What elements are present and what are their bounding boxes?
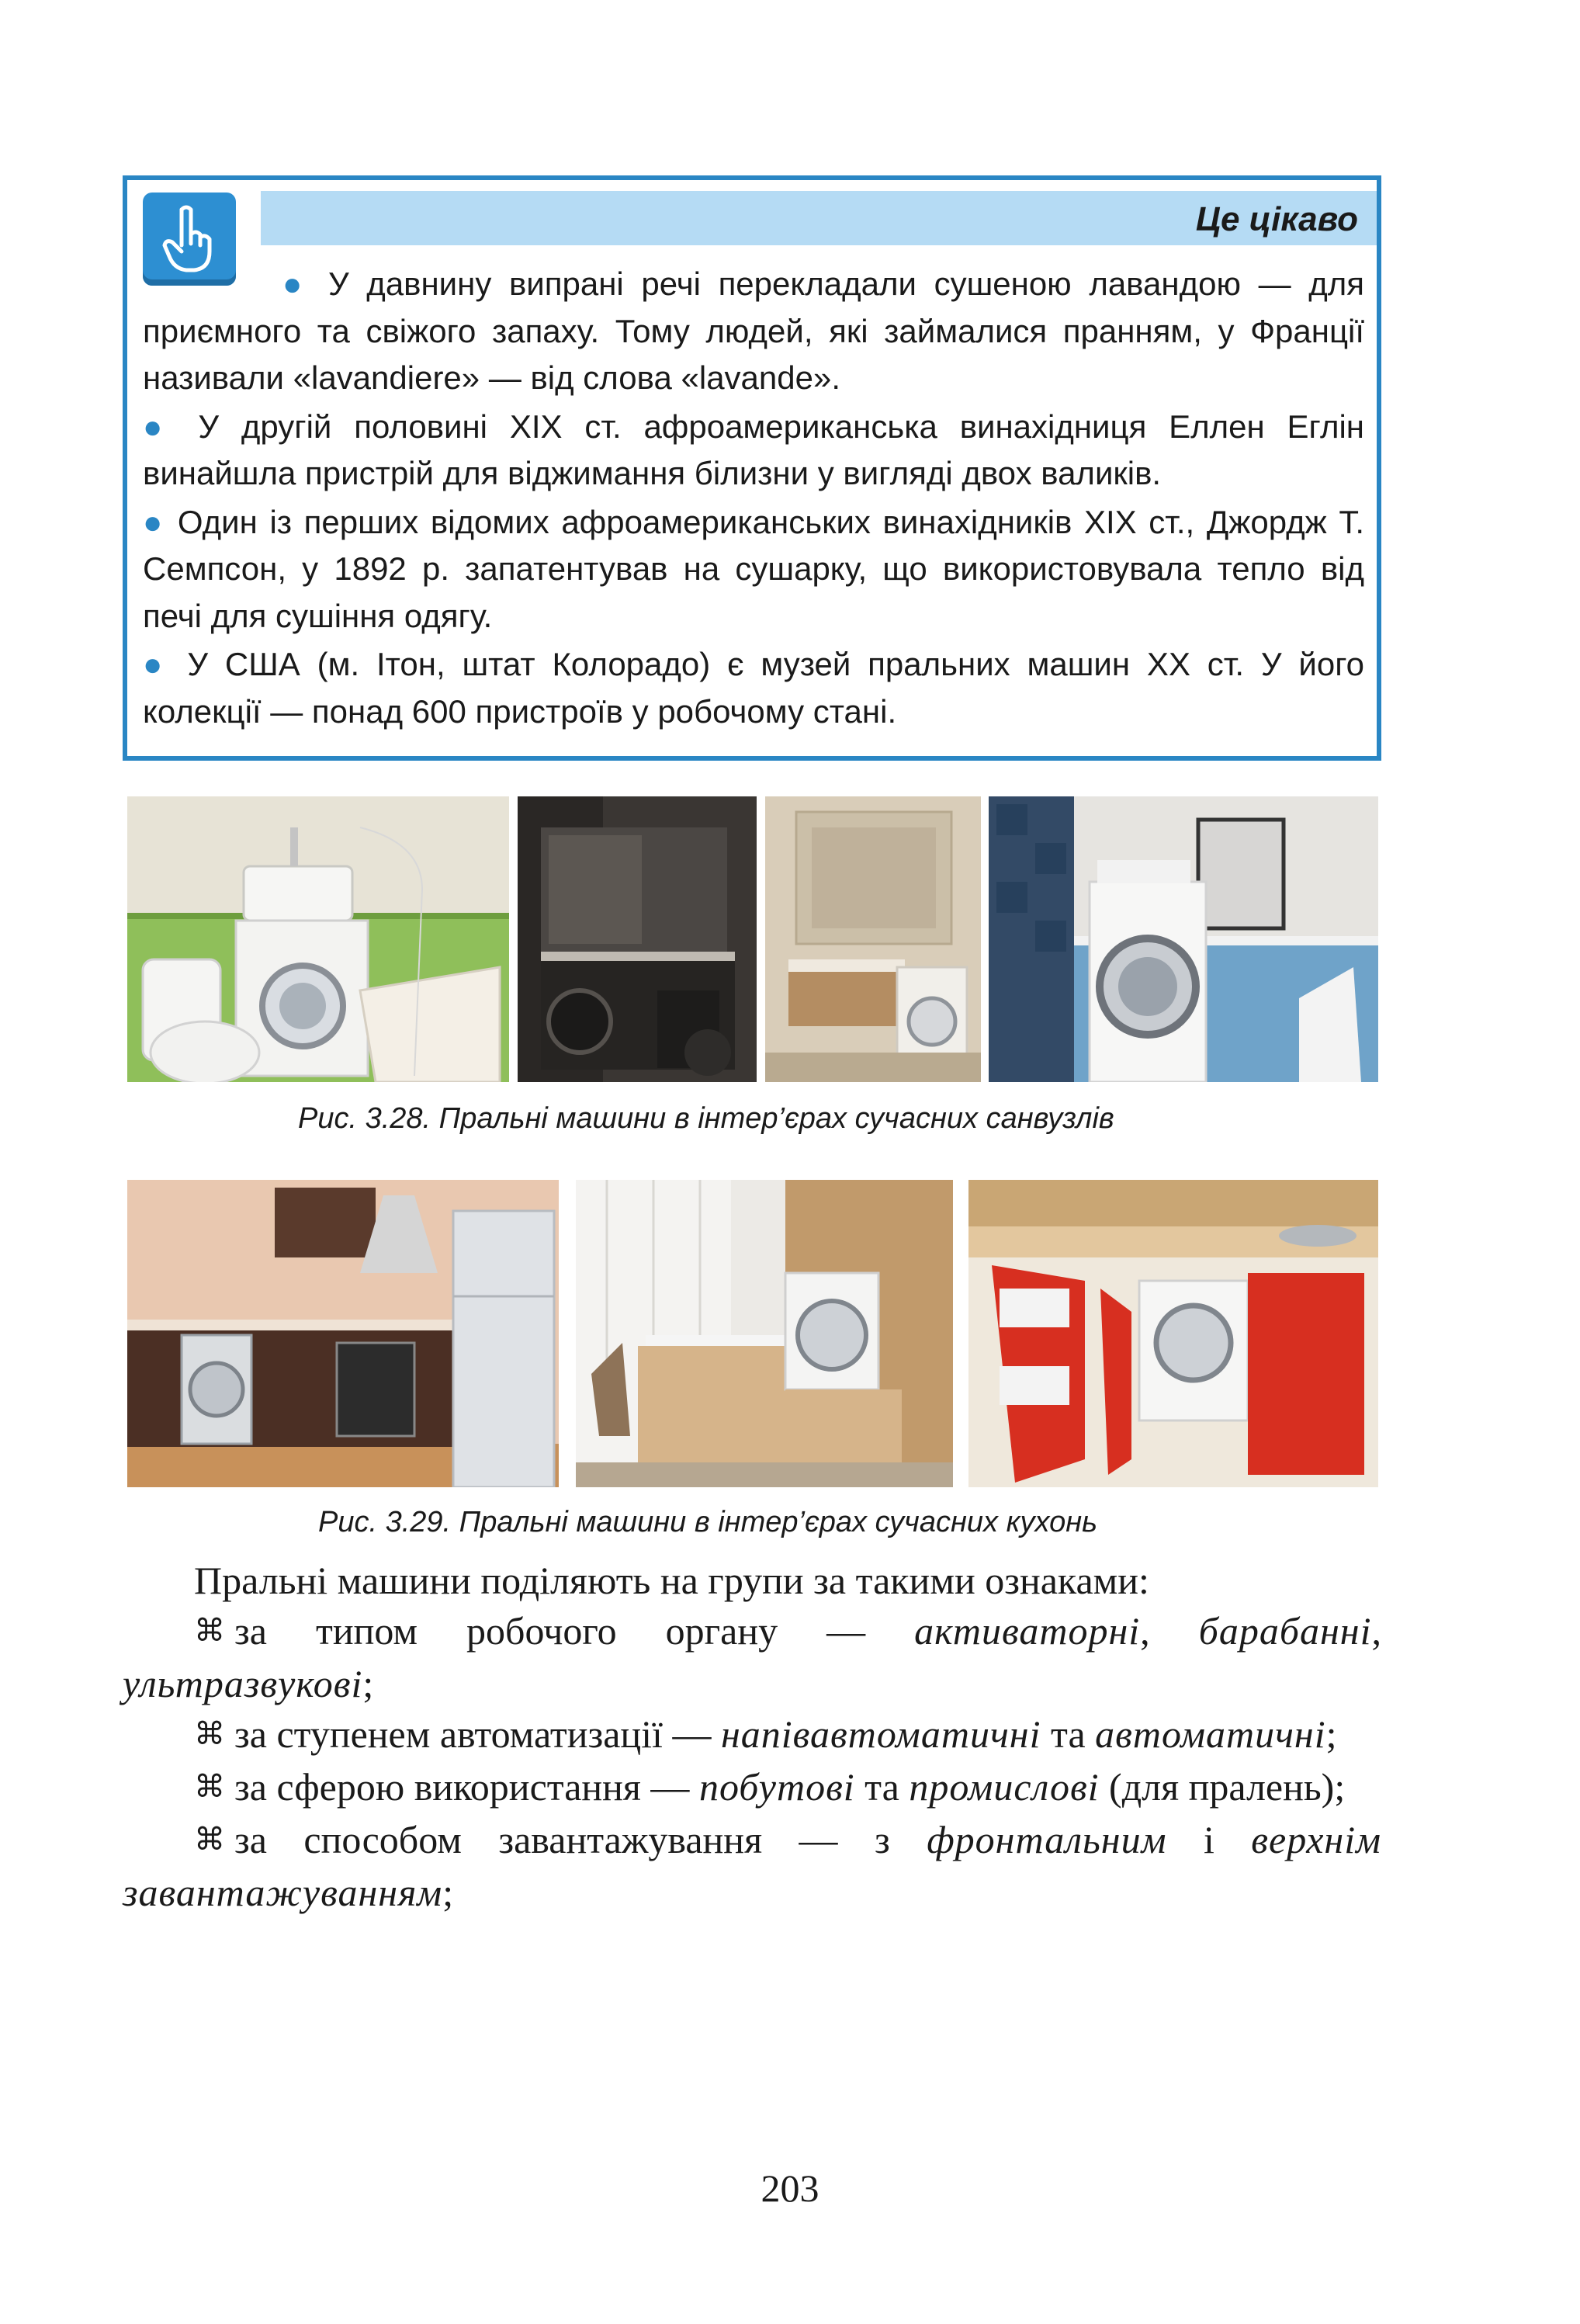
bathroom-photo-4 [989, 796, 1378, 1082]
list-item-lead: за типом робочого органу — [234, 1609, 915, 1653]
list-marker-icon: ⌘ [194, 1716, 225, 1751]
list-item-text: , [1371, 1609, 1381, 1653]
list-item-lead: за ступенем автоматизації — [234, 1712, 721, 1756]
list-item-term: ультразвукові [123, 1662, 363, 1705]
bathroom-photo-1 [127, 796, 509, 1082]
list-item-term: фронтальним [927, 1818, 1167, 1861]
list-item [123, 1762, 1381, 1815]
bathroom-photo-3 [765, 796, 981, 1082]
list-item-text: (для пралень); [1099, 1765, 1346, 1809]
list-item-term: автоматичні [1095, 1712, 1326, 1756]
info-box-header [261, 191, 1377, 245]
info-box-text [143, 261, 1364, 737]
list-item-lead: за способом завантажування — з [234, 1818, 927, 1861]
body-list [123, 1606, 1381, 1918]
list-item-term: активаторні [914, 1609, 1141, 1653]
info-box [123, 175, 1381, 761]
list-item-term: побутові [698, 1765, 855, 1809]
list-item-term: барабанні [1198, 1609, 1372, 1653]
fact-2: ● У другій половині XIX ст. афроамериканська винахідниця Еллен Еглін винайшла пристрій для віджимання білизни у вигляді двох валиків. [143, 408, 1364, 491]
list-item-text: та [1041, 1712, 1096, 1756]
info-box-title: Це цікаво [1195, 200, 1358, 238]
fact-4: ● У США (м. Ітон, штат Колорадо) є музей пральних машин XX ст. У його колекції — понад 600 пристроїв у робочому стані. [143, 646, 1364, 730]
kitchen-photo-2 [576, 1180, 953, 1487]
list-marker-icon: ⌘ [194, 1769, 225, 1804]
list-item-term: верхнім завантажуванням [123, 1818, 1381, 1914]
list-marker-icon: ⌘ [194, 1822, 225, 1857]
list-item-text: і [1166, 1818, 1252, 1861]
kitchen-photo-1 [127, 1180, 559, 1487]
list-item [123, 1815, 1381, 1918]
list-item [123, 1709, 1381, 1762]
bullet-icon: ● [143, 646, 171, 682]
body-text [123, 1556, 1381, 1918]
list-item-term: промислові [909, 1765, 1100, 1809]
list-item-term: напівавтоматичні [720, 1712, 1041, 1756]
bullet-icon: ● [282, 265, 311, 302]
list-marker-icon: ⌘ [194, 1613, 225, 1648]
list-item-text: , [1140, 1609, 1199, 1653]
body-intro: Пральні машини поділяють на групи за такими ознаками: [194, 1559, 1149, 1602]
bathroom-photo-2 [518, 796, 757, 1082]
fact-1: ● У давнину випрані речі перекладали сушеною лавандою — для приємного та свіжого запаху. Тому людей, які займалися пранням, у Франції називали «lavandiere» — від слова «lavande». [143, 265, 1364, 396]
list-item-text: ; [442, 1871, 454, 1914]
bullet-icon: ● [143, 408, 176, 445]
list-item-lead: за сферою використання — [234, 1765, 699, 1809]
list-item [123, 1606, 1381, 1709]
kitchen-photo-3 [968, 1180, 1378, 1487]
figure-3-28-caption: Рис. 3.28. Пральні машини в інтер’єрах сучасних санвузлів [298, 1102, 1114, 1135]
list-item-text: та [854, 1765, 910, 1809]
figure-3-29-caption: Рис. 3.29. Пральні машини в інтер’єрах сучасних кухонь [318, 1506, 1098, 1538]
bullet-icon: ● [143, 503, 166, 540]
page-number: 203 [761, 2166, 819, 2210]
list-item-text: ; [1325, 1712, 1337, 1756]
fact-3: ● Один із перших відомих афроамериканських винахідників XIX ст., Джордж Т. Семпсон, у 1892 р. запатентував на сушарку, що використовувала тепло від печі для сушіння одягу. [143, 503, 1364, 634]
list-item-text: ; [362, 1662, 374, 1705]
